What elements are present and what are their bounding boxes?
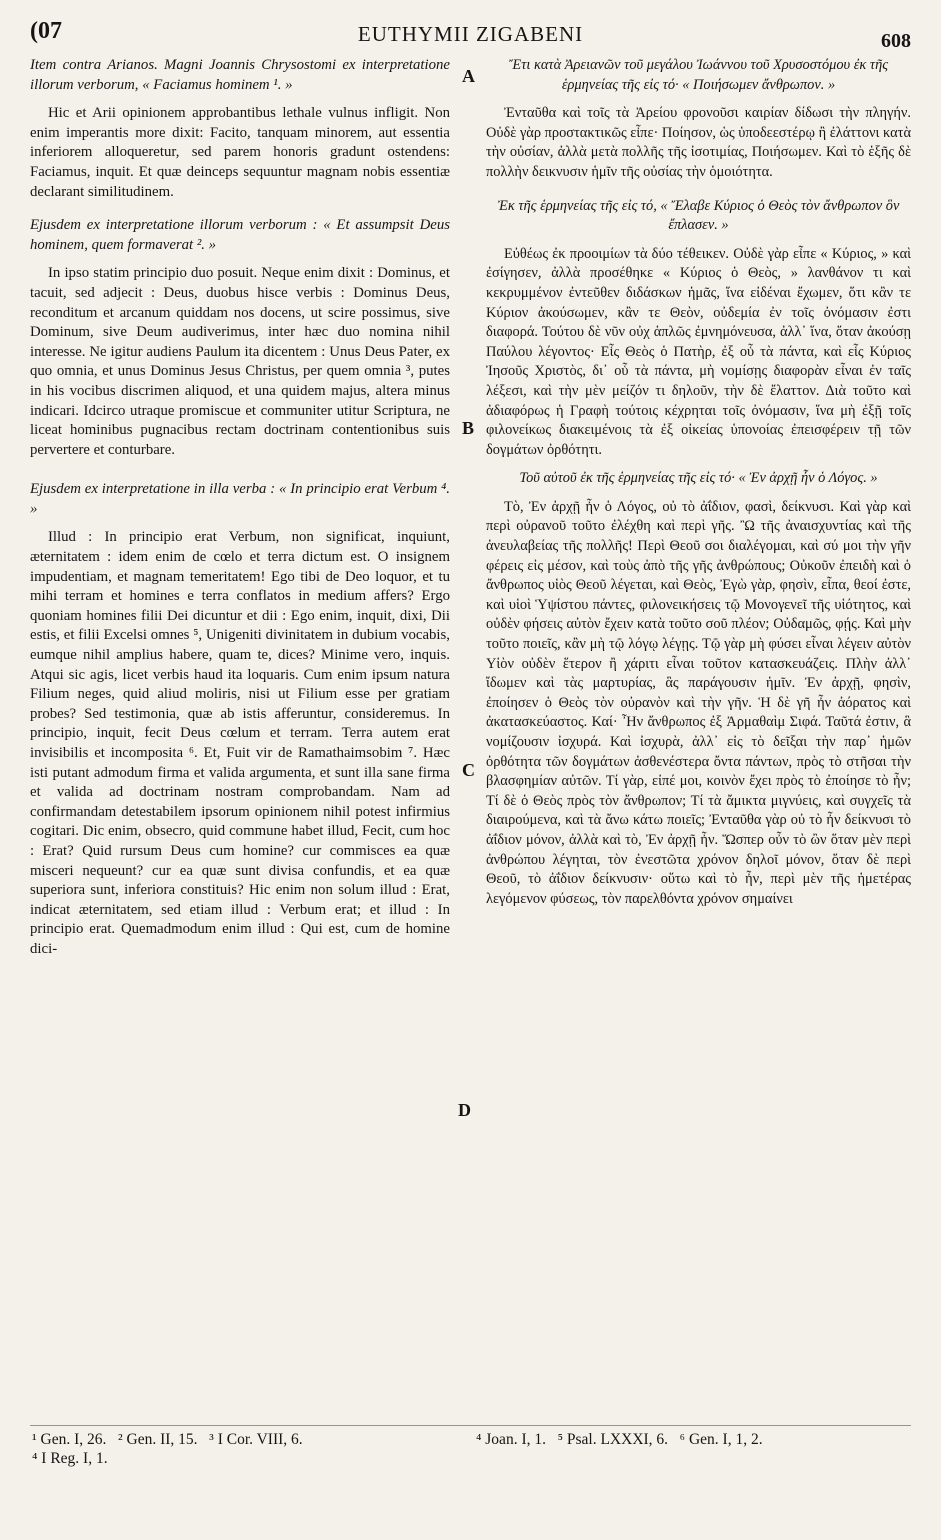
greek-section-2-body: Εὐθέως ἐκ προοιμίων τὰ δύο τέθεικεν. Οὐδὲ γὰρ εἶπε « Κύριος, » καὶ ἐσίγησεν, ἀλλὰ προσέθηκε « Κύριος ὁ Θεὸς, » λανθάνον τι καὶ κεκρυμμένον ἐντεῦθεν διδάσκων ἡμᾶς, ἵνα εἰδέναι ἔχωμεν, ὅτι κἂν τε Κύριον ἀκούσωμεν, κἂν τε Θεὸν, οὐδεμία ἐν τοῖς ὀνόμασιν ἐστι διαφορά. Τούτου δὲ νῦν οὐχ ἁπλῶς ἐμνημόνευσα, ἀλλ᾽ ἵνα, ὅταν ἀκούσῃ Παύλου λέγοντος· Εἷς Θεὸς ὁ Πατὴρ, ἐξ οὗ τὰ πάντα, καὶ εἷς Κύριος Ἰησοῦς Χριστὸς, δι᾽ οὗ τὰ πάντα, μὴ νομίσῃς διαφορὰν εἶναι ἐν ταῖς λέξεσι, καὶ τὴν μὲν μείζόν τι δηλοῦν, τὴν δὲ ἔλαττον. Διὰ τοῦτο καὶ ἀδιαφόρως ἡ Γραφὴ τούτοις κέχρηται τοῖς ὀνόμασιν, ἵνα μὴ ἐξῇ τοῖς φιλονείκως διακειμένοις τὰ ἐξ οἰκείας ὑπονοίας ἐπεισφέρειν τῇ τῶν δογμάτων ὀρθότητι. <box>486 245 911 458</box>
margin-letter-a: A <box>462 66 475 86</box>
greek-column <box>486 56 911 1460</box>
page-number-left: (07 <box>30 18 62 44</box>
footnote-line: ⁴ Joan. I, 1. ⁵ Psal. LXXXI, 6. ⁶ Gen. I, 1, 2. <box>476 1431 763 1448</box>
greek-section-1-body: Ἐνταῦθα καὶ τοῖς τὰ Ἀρείου φρονοῦσι καιρίαν δίδωσι τὴν πληγήν. Οὐδὲ γὰρ προστακτικῶς εἶπε· Ποίησον, ὡς ὑποδεεστέρῳ ἢ ἐλάττονι κατὰ τὴν οὐσίαν, ἀλλὰ μετὰ πολλῆς τῆς ἰσοτιμίας, Ποιήσωμεν. Καὶ τὸ ἑξῆς δὲ πολλὴν δεικνυσιν ἡμῖν τῆς οὐσίας τὴν ὁμοιότητα. <box>486 105 911 180</box>
latin-section-3-title: Ejusdem ex interpretatione in illa verba : « In principio erat Verbum ⁴. » <box>30 481 450 517</box>
latin-section-2-title: Ejusdem ex interpretatione illorum verborum : « Et assumpsit Deus hominem, quem formaverat ². » <box>30 217 450 253</box>
footnotes-left <box>32 1430 452 1468</box>
greek-section-3-title: Τοῦ αὐτοῦ ἐκ τῆς ἑρμηνείας τῆς εἰς τό· « Ἐν ἀρχῇ ἦν ὁ Λόγος. » <box>519 470 878 487</box>
greek-section-1-title: Ἔτι κατὰ Ἀρειανῶν τοῦ μεγάλου Ἰωάννου τοῦ Χρυσοστόμου ἐκ τῆς ἑρμηνείας τῆς εἰς τό· « Ποιήσωμεν ἄνθρωπον. » <box>508 57 889 93</box>
latin-section-1-body: Hic et Arii opinionem approbantibus lethale vulnus infligit. Non enim imperantis more dixit: Facito, tanquam minorem, aut essentia inferiorem alloqueretur, sed parem honoris gradunt ostendens: Faciamus, inquit. Et quæ deinceps sequuntur magnam nobis essentiæ declarant similitudinem. <box>30 105 450 200</box>
margin-letter-d: D <box>458 1100 471 1120</box>
latin-section-3-body: Illud : In principio erat Verbum, non significat, inquiunt, æternitatem : idem enim de cœlo et terra dictum est. O insignem impudentiam, et magnam temeritatem! Ego tibi de Deo loquor, et tu mihi terram et homines e terra conflatos in medium affers? Ergo quoniam homines filii Dei dicuntur et dii : Ego enim, inquit, dixi, Dii estis, et filii Excelsi omnes ⁵, Unigeniti divinitatem in dubium vocabis, eumque nihil amplius habere, quam te, dices? Minime vero, inquis. Atqui sic agis, licet verbis haud ita loquaris. Cum enim ipsum natura Filium neges, quid aliud moliris, nisi ut Filium esse per gratiam probes? Sed testimonia, quæ ab istis afferuntur, consideremus. In principio, inquit, fecit Deus cœlum et terram. Terra autem erat invisibilis et incomposita ⁶. Et, Fuit vir de Ramathaimsobim ⁷. Hæc isti putant admodum firma et valida argumenta, et sunt illa sane firma et valida ad doctrinam nostram comprobandam. Nam ad confirmandam detestabilem ipsorum opinionem nihil potest infirmius cogitari. Dic enim, obsecro, quid commune habet illud, Fecit, cum hoc : Erat? Quid rursum Deus cum homine? cur commisces ea quæ misceri nequeunt? cur ea quæ sunt divisa confundis, et ea quæ superiora sunt, inferiora constituis? Hic enim non solum illud : Erat, indicat æternitatem, sed etiam illud : Verbum erat; et illud : In principio erat. Quemadmodum enim illud : Qui est, cum de homine dici- <box>30 529 450 957</box>
running-title: EUTHYMII ZIGABENI <box>357 22 584 46</box>
footnotes-right <box>476 1430 911 1449</box>
margin-letter-c: C <box>462 760 475 780</box>
latin-section-2-body: In ipso statim principio duo posuit. Neque enim dixit : Dominus, et tacuit, sed adjecit : Deus, duobus hisce verbis : Dominus Deus, reconditum et arcanum quiddam nos docens, ut scire possimus, sive Dominum, sive Deum audiverimus, inter hæc duo nomina nihil interesse. Ne igitur audiens Paulum ita dicentem : Unus Deus Pater, ex quo omnia, et unus Dominus Jesus Christus, per quem omnia ³, putes in his vocibus discrimen aliquod, et una quidem majus, altera minus indicari. Idcirco utraque promiscue et communiter utitur Scriptura, ne liceat hominibus pugnacibus rectam doctrinam contentionibus suis pervertere et conturbare. <box>30 265 450 458</box>
page-number-right: 608 <box>881 30 911 52</box>
footnote-line: ¹ Gen. I, 26. ² Gen. II, 15. ³ I Cor. VIII, 6. <box>32 1431 303 1448</box>
footnote-line: ⁴ I Reg. I, 1. <box>32 1450 108 1467</box>
footnote-rule <box>30 1425 911 1426</box>
latin-section-1-title: Item contra Arianos. Magni Joannis Chrysostomi ex interpretatione illorum verborum, « Faciamus hominem ¹. » <box>30 57 450 93</box>
margin-letter-b: B <box>462 418 475 438</box>
greek-section-2-title: Ἐκ τῆς ἑρμηνείας τῆς εἰς τό, « Ἔλαβε Κύριος ὁ Θεὸς τὸν ἄνθρωπον ὃν ἔπλασεν. » <box>497 197 900 234</box>
latin-column <box>30 56 450 1460</box>
greek-section-3-body: Τὸ, Ἐν ἀρχῇ ἦν ὁ Λόγος, οὐ τὸ ἀΐδιον, φασὶ, δείκνυσι. Καὶ γὰρ καὶ περὶ οὐρανοῦ τοῦτο ἐλέχθη καὶ περὶ γῆς. Ὢ τῆς ἀναισχυντίας καὶ τῆς ἀνευλαβείας τῆς πολλῆς! Περὶ Θεοῦ σοι διαλέγομαι, καὶ σύ μοι τὴν γῆν φέρεις εἰς μέσον, καὶ τοὺς ἀπὸ τῆς γῆς ἀνθρώπους; Οὐκοῦν ἐπειδὴ καὶ ὁ ἄνθρωπος υἱὸς Θεοῦ λέγεται, καὶ Θεὸς, Ἐγὼ γὰρ, φησὶν, εἶπα, θεοί ἐστε, καὶ υἱοὶ Ὑψίστου πάντες, φιλονεικήσεις τῷ Μονογενεῖ τῆς υἱότητος, καὶ οὐδὲν φήσεις αὐτὸν ἔχειν κατὰ τοῦτο σοῦ πλέον; Οὐδαμῶς, φῄς. Καὶ μὴν τοῦτο ποιεῖς, κἂν μὴ τῷ λόγῳ λέγῃς. Τῷ γὰρ μὴ φύσει εἶναι λέγειν αὐτὸν Υἱὸν οὐδὲν ἕτερον ἢ χάριτι εἶναι τοῦτον κατασκευάζεις. Πλὴν ἀλλ᾽ ἴδωμεν καὶ τὰς μαρτυρίας, ἃς παράγουσιν ἡμῖν. Ἐν ἀρχῇ, φησὶν, ἐποίησεν ὁ Θεὸς τὸν οὐρανὸν καὶ τὴν γῆν. Ἡ δὲ γῆ ἦν ἀόρατος καὶ ἀκατασκεύαστος. Καί· Ἦν ἄνθρωπος ἐξ Ἀρμαθαὶμ Σιφά. Ταῦτά ἐστιν, ἃ νομίζουσιν ἰσχυρά. Καὶ ἰσχυρὰ, ἀλλ᾽ εἰς τὸ δεῖξαι τὴν παρ᾽ ἡμῶν ὀρθότητα τῶν δογμάτων ἀσθενέστερα ὄντα πάντων, πρὸς τὸ στῆσαι τὴν βλασφημίαν αὐτῶν. Τί γὰρ, εἰπέ μοι, κοινὸν ἔχει πρὸς τὸ ἐποίησε τὸ ἦν; Τί δὲ ὁ Θεὸς πρὸς τὸν ἄνθρωπον; Τί τὰ ἄμικτα μιγνύεις, καὶ συγχεῖς τὰ διαιρούμενα, καὶ τὰ ἄνω κάτω ποιεῖς; Ἐνταῦθα γὰρ οὐ τὸ ἦν δείκνυσι τὸ ἀΐδιον μόνον, ἀλλὰ καὶ τὸ, Ἐν ἀρχῇ ἦν. Ὥσπερ οὖν τὸ ὢν ὅταν μὲν περὶ ἀνθρώπου λέγηται, τὸν ἐνεστῶτα χρόνον δηλοῖ μόνον, ὅταν δὲ περὶ Θεοῦ, τὸ ἀΐδιον δείκνυσιν· οὕτω καὶ τὸ ἦν, περὶ μὲν τῆς ἡμετέρας λεγόμενον φύσεως, τὸν παρελθόντα χρόνον σημαίνει <box>486 498 911 907</box>
page-header <box>30 18 911 52</box>
